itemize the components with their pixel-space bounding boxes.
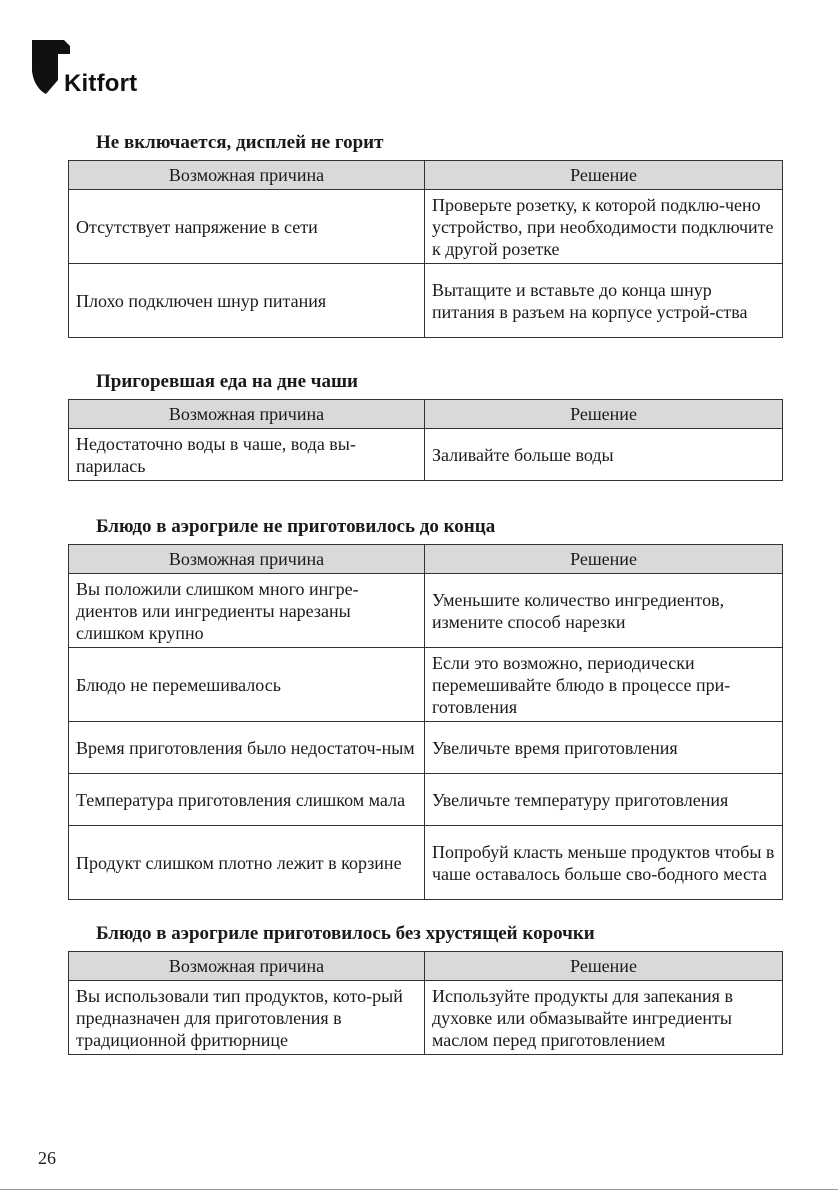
cause-cell: Блюдо не перемешивалось — [69, 648, 425, 722]
bottom-divider — [0, 1189, 838, 1190]
table-row — [69, 429, 783, 481]
table-row — [69, 981, 783, 1055]
table-row — [69, 264, 783, 338]
cause-cell: Время приготовления было недостаточ-ным — [69, 722, 425, 774]
table-row — [69, 722, 783, 774]
section-title: Пригоревшая еда на дне чаши — [96, 371, 358, 392]
header-solution: Решение — [425, 400, 783, 429]
solution-cell: Попробуй класть меньше продуктов чтобы в чаше оставалось больше сво-бодного места — [425, 826, 783, 900]
section-no-power — [68, 132, 782, 338]
solution-cell: Уменьшите количество ингредиентов, измените способ нарезки — [425, 574, 783, 648]
table-row — [69, 774, 783, 826]
header-cause: Возможная причина — [69, 545, 425, 574]
section-title: Не включается, дисплей не горит — [96, 132, 384, 153]
header-solution: Решение — [425, 161, 783, 190]
solution-cell: Заливайте больше воды — [425, 429, 783, 481]
solution-cell: Если это возможно, периодически перемешивайте блюдо в процессе при-готовления — [425, 648, 783, 722]
brand-name: Kitfort — [64, 70, 138, 97]
table-header-row — [69, 161, 783, 190]
table-header-row — [69, 952, 783, 981]
cause-cell: Недостаточно воды в чаше, вода вы-парилась — [69, 429, 425, 481]
page-number: 26 — [38, 1148, 56, 1168]
solution-cell: Используйте продукты для запекания в духовке или обмазывайте ингредиенты маслом перед приготовлением — [425, 981, 783, 1055]
cause-cell: Температура приготовления слишком мала — [69, 774, 425, 826]
cause-cell: Плохо подключен шнур питания — [69, 264, 425, 338]
troubleshooting-table — [68, 951, 783, 1055]
troubleshooting-table — [68, 160, 783, 338]
cause-cell: Вы использовали тип продуктов, кото-рый предназначен для приготовления в традиционной фритюрнице — [69, 981, 425, 1055]
header-cause: Возможная причина — [69, 161, 425, 190]
section-title: Блюдо в аэрогриле не приготовилось до конца — [96, 516, 496, 537]
troubleshooting-table — [68, 399, 783, 481]
troubleshooting-table — [68, 544, 783, 900]
header-solution: Решение — [425, 545, 783, 574]
header-cause: Возможная причина — [69, 952, 425, 981]
cause-cell: Продукт слишком плотно лежит в корзине — [69, 826, 425, 900]
table-row — [69, 826, 783, 900]
table-row — [69, 574, 783, 648]
header-solution: Решение — [425, 952, 783, 981]
cause-cell: Отсутствует напряжение в сети — [69, 190, 425, 264]
table-header-row — [69, 400, 783, 429]
table-row — [69, 648, 783, 722]
section-burnt-food — [68, 371, 782, 481]
cause-cell: Вы положили слишком много ингре-диентов или ингредиенты нарезаны слишком крупно — [69, 574, 425, 648]
solution-cell: Увеличьте температуру приготовления — [425, 774, 783, 826]
solution-cell: Проверьте розетку, к которой подклю-чено устройство, при необходимости подключите к другой розетке — [425, 190, 783, 264]
table-row — [69, 190, 783, 264]
header-cause: Возможная причина — [69, 400, 425, 429]
kitfort-logo — [32, 40, 152, 100]
solution-cell: Вытащите и вставьте до конца шнур питания в разъем на корпусе устрой-ства — [425, 264, 783, 338]
section-title: Блюдо в аэрогриле приготовилось без хрустящей корочки — [96, 923, 595, 944]
table-header-row — [69, 545, 783, 574]
section-no-crust — [68, 923, 782, 1055]
section-undercooked — [68, 516, 782, 900]
solution-cell: Увеличьте время приготовления — [425, 722, 783, 774]
